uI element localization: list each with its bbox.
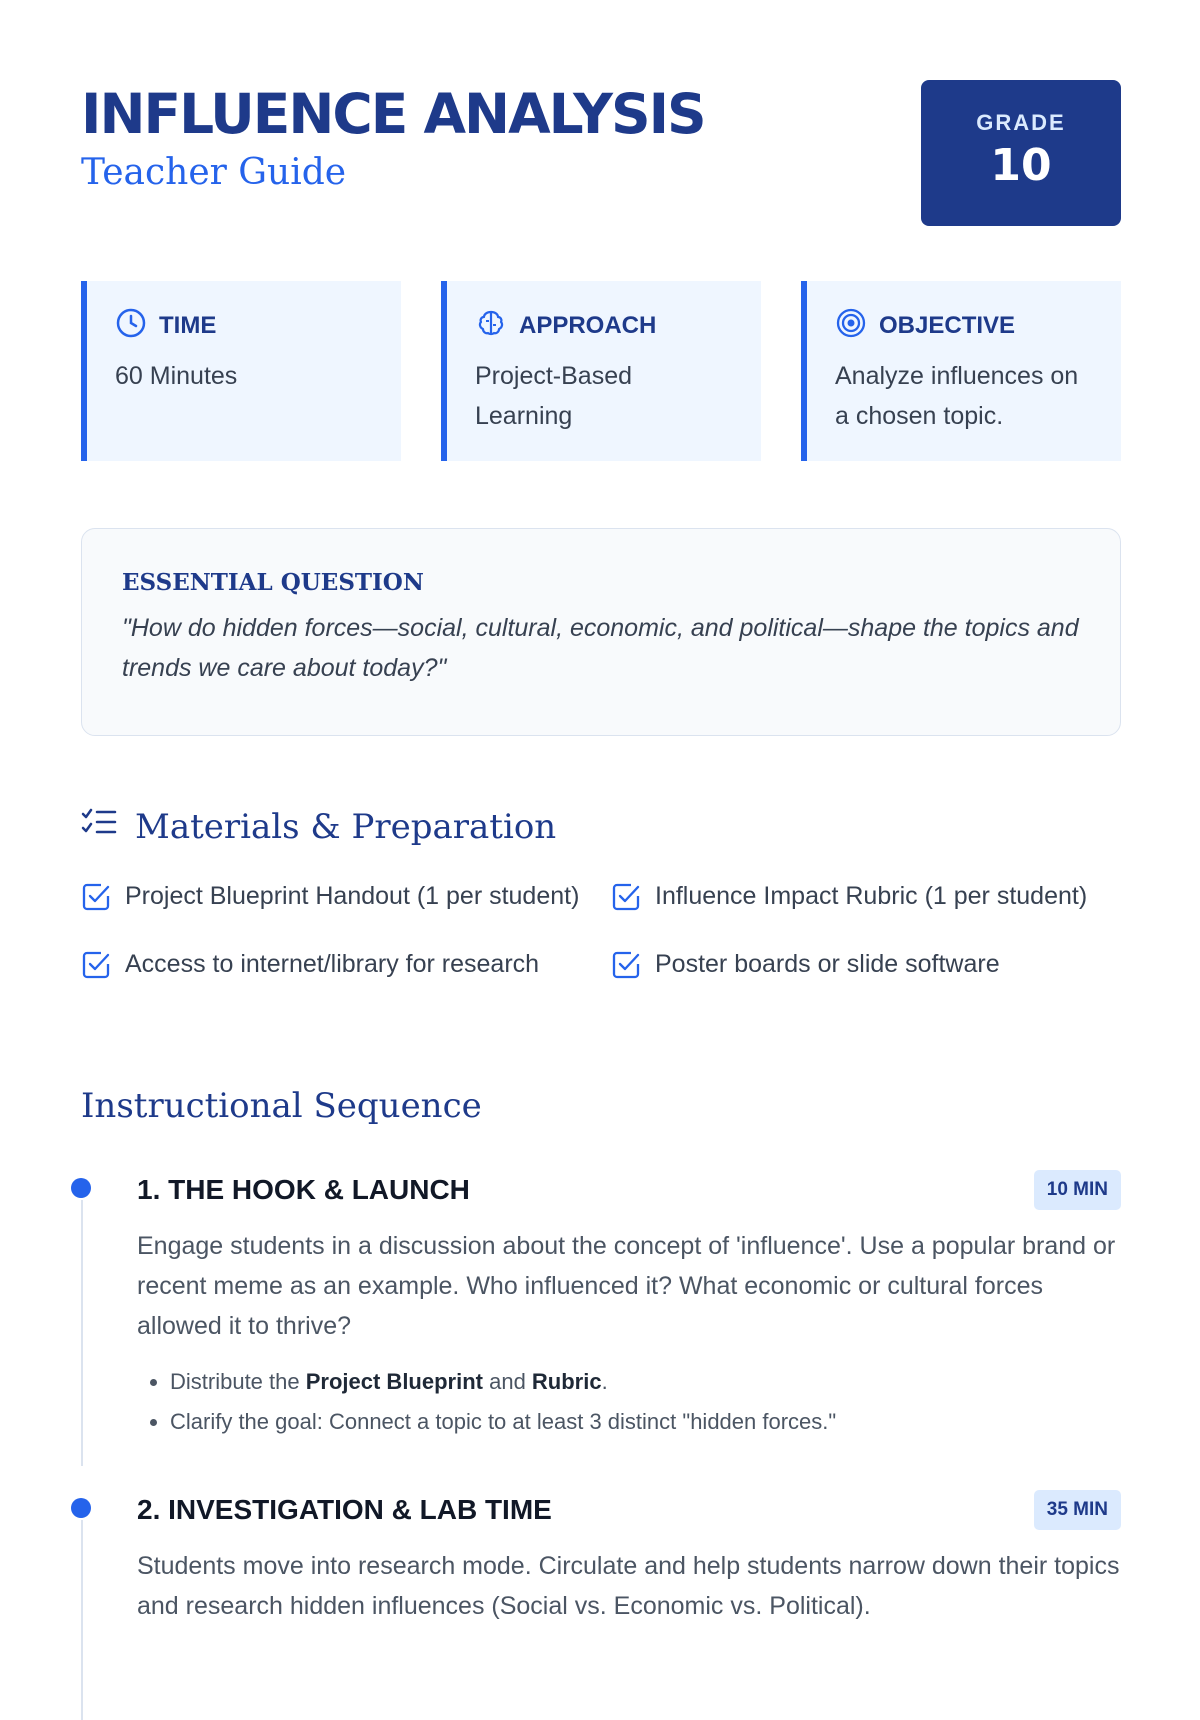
card-text: Project-Based Learning (475, 362, 633, 430)
checkbox-checked-icon (611, 944, 641, 992)
materials-title: Materials & Preparation (135, 806, 557, 847)
sequence-step (81, 1170, 1121, 1490)
material-item (611, 944, 1121, 992)
page-header (81, 80, 1121, 230)
info-cards (81, 281, 1121, 461)
grade-value: 10 (990, 140, 1052, 191)
step-description: Engage students in a discussion about the concept of 'influence'. Use a popular brand or recent meme as an example. Who influenced it? What economic or cultural forces allowed it to thrive? (137, 1232, 1116, 1340)
checkbox-checked-icon (81, 944, 111, 992)
essential-question-text: "How do hidden forces—social, cultural, economic, and political—shape the topics and trends we care about today?" (122, 614, 1079, 682)
target-icon (835, 307, 867, 344)
sequence-step (81, 1490, 1121, 1626)
step-bullets (137, 1362, 1121, 1442)
material-item (81, 944, 611, 992)
timeline-dot (71, 1498, 91, 1518)
essential-question-label: ESSENTIAL QUESTION (122, 569, 424, 596)
card-time (81, 281, 401, 461)
checklist-icon (81, 806, 117, 847)
clock-icon (115, 307, 147, 344)
material-item (81, 876, 611, 924)
material-text: Influence Impact Rubric (1 per student) (655, 882, 1088, 910)
material-item (611, 876, 1121, 924)
sequence-timeline (81, 1170, 1121, 1626)
grade-badge (921, 80, 1121, 226)
duration-badge: 10 MIN (1034, 1170, 1121, 1210)
timeline-dot (71, 1178, 91, 1198)
timeline-line (81, 1200, 83, 1466)
duration-badge: 35 MIN (1034, 1490, 1121, 1530)
essential-question-box (81, 528, 1121, 736)
card-label: TIME (159, 311, 217, 339)
step-bullet: • Clarify the goal: Connect a topic to at least 3 distinct "hidden forces." (170, 1402, 1121, 1442)
grade-label: GRADE (976, 110, 1066, 135)
material-text: Poster boards or slide software (655, 950, 1000, 978)
sequence-heading (81, 1086, 482, 1126)
sequence-title: Instructional Sequence (81, 1086, 482, 1126)
card-text: Analyze influences on a chosen topic. (835, 362, 1079, 430)
materials-list (81, 876, 1121, 992)
card-label: OBJECTIVE (879, 311, 1016, 339)
card-label: APPROACH (519, 311, 657, 339)
brain-icon (475, 307, 507, 344)
card-text: 60 Minutes (115, 362, 238, 390)
material-text: Project Blueprint Handout (1 per student) (125, 882, 580, 910)
card-objective (801, 281, 1121, 461)
material-text: Access to internet/library for research (125, 950, 540, 978)
materials-heading (81, 806, 556, 847)
page-title: INFLUENCE ANALYSIS (81, 82, 705, 146)
step-title: 2. INVESTIGATION & LAB TIME (137, 1494, 552, 1525)
timeline-line (81, 1520, 83, 1720)
step-title: 1. THE HOOK & LAUNCH (137, 1174, 470, 1205)
step-description: Students move into research mode. Circulate and help students narrow down their topics and research hidden influences (Social vs. Economic vs. Political). (137, 1552, 1120, 1620)
step-bullet: • Distribute the Project Blueprint and Rubric. (170, 1362, 1121, 1402)
card-approach (441, 281, 761, 461)
checkbox-checked-icon (611, 876, 641, 924)
checkbox-checked-icon (81, 876, 111, 924)
page-subtitle: Teacher Guide (81, 152, 347, 193)
